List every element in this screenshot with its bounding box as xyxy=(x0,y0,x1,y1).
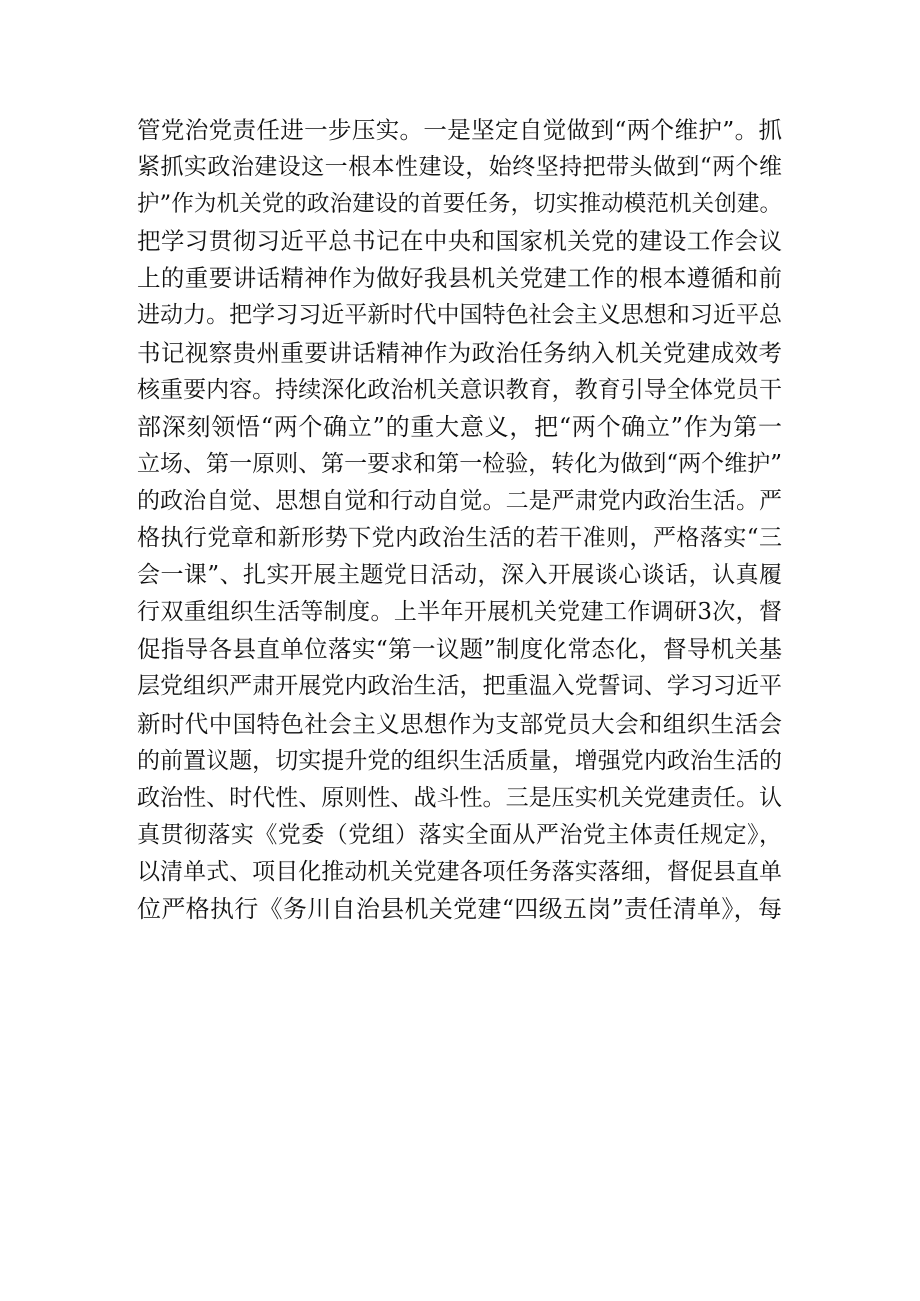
text-line: 把学习贯彻习近平总书记在中央和国家机关党的建设工作会议 xyxy=(137,227,782,256)
text-line: 管党治党责任进一步压实。一是坚定自觉做到“两个维护”。抓 xyxy=(137,116,782,144)
text-line: 新时代中国特色社会主义思想作为支部党员大会和组织生活会 xyxy=(137,709,782,738)
text-line: 的政治自觉、思想自觉和行动自觉。二是严肃党内政治生活。严 xyxy=(137,487,782,514)
text-line: 部深刻领悟“两个确立”的重大意义，把“两个确立”作为第一 xyxy=(137,412,782,441)
text-line: 的前置议题，切实提升党的组织生活质量，增强党内政治生活的 xyxy=(137,747,782,774)
body-paragraph xyxy=(137,112,782,928)
text-line: 进动力。把学习习近平新时代中国特色社会主义思想和习近平总 xyxy=(137,302,782,329)
text-line: 以清单式、项目化推动机关党建各项任务落实落细，督促县直单 xyxy=(137,858,782,885)
text-line: 上的重要讲话精神作为做好我县机关党建工作的根本遵循和前 xyxy=(137,264,782,293)
text-line: 书记视察贵州重要讲话精神作为政治任务纳入机关党建成效考 xyxy=(137,338,782,367)
text-line: 立场、第一原则、第一要求和第一检验，转化为做到“两个维护” xyxy=(137,450,782,477)
text-line: 格执行党章和新形势下党内政治生活的若干准则，严格落实“三 xyxy=(137,525,782,552)
text-line: 政治性、时代性、原则性、战斗性。三是压实机关党建责任。认 xyxy=(137,784,782,811)
text-line: 行双重组织生活等制度。上半年开展机关党建工作调研3次，督 xyxy=(137,599,782,626)
text-line: 会一课”、扎实开展主题党日活动，深入开展谈心谈话，认真履 xyxy=(137,562,782,589)
text-line: 护”作为机关党的政治建设的首要任务，切实推动模范机关创建。 xyxy=(137,191,782,218)
text-line: 层党组织严肃开展党内政治生活，把重温入党誓词、学习习近平 xyxy=(137,673,782,700)
text-line: 真贯彻落实《党委（党组）落实全面从严治党主体责任规定》， xyxy=(137,821,782,848)
text-line: 核重要内容。持续深化政治机关意识教育，教育引导全体党员干 xyxy=(137,376,782,403)
text-line: 紧抓实政治建设这一根本性建设，始终坚持把带头做到“两个维 xyxy=(137,154,782,181)
text-line: 位严格执行《务川自治县机关党建“四级五岗”责任清单》，每 xyxy=(137,894,782,923)
text-line: 促指导各县直单位落实“第一议题”制度化常态化，督导机关基 xyxy=(137,635,782,664)
